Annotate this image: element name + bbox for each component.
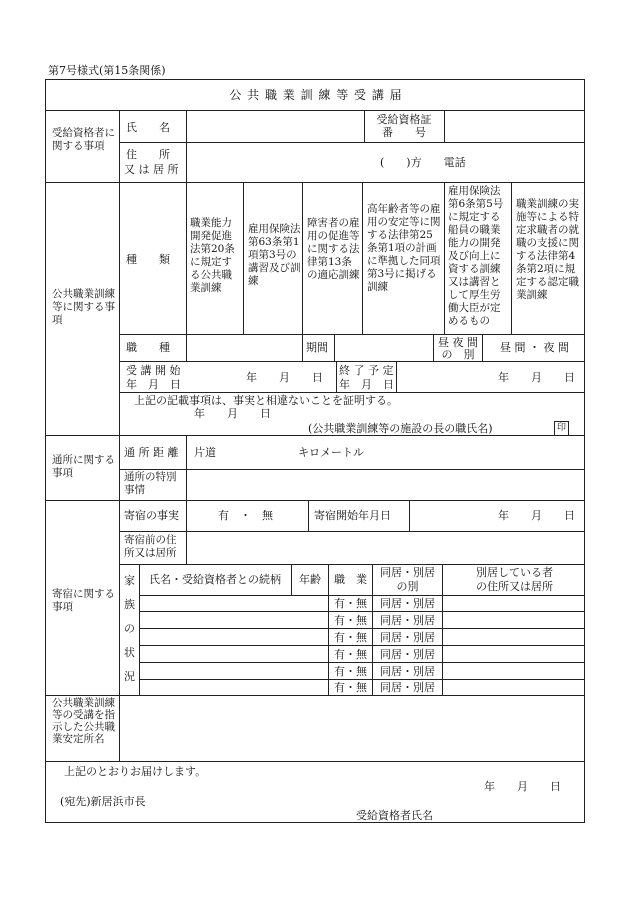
end-date-label-2: 年 月 日 [339,378,394,391]
one-way-label: 片道 [194,446,216,459]
rule [119,564,585,565]
cohabit-options[interactable]: 同居・別居 [380,665,435,678]
form-title: 公 共 職 業 訓 練 等 受 講 届 [229,88,403,102]
dorm-start-date[interactable]: 年 月 日 [498,509,575,522]
period-label: 期間 [306,341,328,354]
end-date-value[interactable]: 年 月 日 [498,371,575,384]
commute-special-label: 通所の特別事情 [124,471,177,496]
rule [119,392,585,393]
col-cohabit-1: 同居・別居 [380,566,435,579]
rule [409,500,410,531]
rule [119,334,585,335]
submission-date[interactable]: 年 月 日 [484,780,561,793]
family-label-5: 況 [124,670,135,683]
end-date-label-1: 終 了 予 定 [339,364,394,377]
address-field[interactable] [187,143,373,181]
occupation-options[interactable]: 有・無 [334,665,367,678]
facility-head-label: (公共職業訓練等の施設の長の職氏名) [308,422,493,435]
job-type-label: 職 種 [126,341,170,354]
rule [308,500,309,531]
col-separate-address-2: の住所又は居所 [476,580,553,593]
rule [444,182,445,334]
training-type-2: 雇用保険法第63条第1項第3号の講習及び訓練 [248,223,301,287]
cert-number-field[interactable] [445,111,585,141]
rule [46,435,585,436]
submission-notice: 上記のとおりお届けします。 [64,765,207,778]
start-date-label-2: 年 月 日 [126,378,181,391]
rule [511,182,512,334]
occupation-options[interactable]: 有・無 [334,597,367,610]
rule [396,361,397,392]
section-label-commute: 通所に関する事項 [52,454,115,479]
dorm-start-label: 寄宿開始年月日 [314,509,391,522]
rule [186,182,187,361]
family-label-2: 族 [124,598,135,611]
rule [119,361,585,362]
training-type-4: 高年齢者等の雇用の安定等に関する法律第25条第1項の計画に準拠した同項第3号に掲げる訓練 [367,203,441,293]
occupation-options[interactable]: 有・無 [334,614,367,627]
name-field[interactable] [187,111,363,141]
commute-special-field[interactable] [187,470,585,499]
rule [119,110,120,761]
rule [362,182,363,334]
rule [46,500,585,501]
cert-number-label-1: 受給資格証 [376,113,432,126]
family-label-3: の [124,622,135,635]
day-night-options[interactable]: 昼 間 ・ 夜 間 [500,341,569,354]
cohabit-options[interactable]: 同居・別居 [380,648,435,661]
section-label-dormitory: 寄宿に関する事項 [52,588,115,613]
training-type-5: 雇用保険法第6条第5号に規定する船員の職業能力の開発及び向上に資する訓練又は講習として厚生労働大臣が定めるもの [448,185,504,327]
km-label: キロメートル [298,446,364,459]
employment-office-field[interactable] [120,696,585,760]
seal-mark: 印 [554,421,569,436]
rule [139,645,585,646]
cohabit-options[interactable]: 同居・別居 [380,614,435,627]
rule [334,334,335,361]
day-night-label-2: の 別 [441,348,475,361]
col-cohabit-2: の別 [396,580,419,593]
section-label-training: 公共職業訓練等に関する事項 [52,288,115,326]
rule [46,182,585,183]
dorm-fact-label: 寄宿の事実 [124,509,179,522]
col-separate-address-1: 別居している者 [476,566,553,579]
rule [139,662,585,663]
occupation-options[interactable]: 有・無 [334,631,367,644]
start-date-value[interactable]: 年 月 日 [246,371,323,384]
rule [243,182,244,334]
rule [139,611,585,612]
col-name-relation: 氏名・受給資格者との続柄 [149,573,281,586]
cohabit-options[interactable]: 同居・別居 [380,681,435,694]
start-date-label-1: 受 講 開 始 [126,364,181,377]
training-type-6: 職業訓練の実施等による特定求職者の就職の支援に関する法律第4条第2項に規定する認定職業訓練 [516,198,579,301]
family-label-4: 状 [124,646,135,659]
prev-address-label: 寄宿前の住所又は居所 [124,534,177,559]
section-label-applicant: 受給資格者に関する事項 [52,127,115,152]
rule [336,361,337,392]
certification-date[interactable]: 年 月 日 [194,407,271,420]
family-label-1: 家 [124,574,135,587]
address-label-2: 又 は 居 所 [124,163,179,176]
rule [139,595,585,596]
day-night-label-1: 昼 夜 間 [438,336,478,349]
applicant-name-label: 受給資格者氏名 [356,809,433,822]
training-type-1: 職業能力開発促進法第20条に規定する公共職業訓練 [190,217,235,294]
occupation-options[interactable]: 有・無 [334,681,367,694]
prev-address-field[interactable] [187,532,585,563]
rule [302,182,303,361]
rule [364,110,365,142]
form-frame [45,79,585,823]
certification-text: 上記の記載事項は、事実と相違ないことを証明する。 [134,394,398,407]
address-label-1: 住 所 [126,148,170,161]
occupation-options[interactable]: 有・無 [334,648,367,661]
dorm-fact-options[interactable]: 有 ・ 無 [218,509,273,522]
form-number: 第7号様式(第15条関係) [48,64,166,77]
addressee: (宛先)新居浜市長 [60,795,146,808]
cohabit-options[interactable]: 同居・別居 [380,597,435,610]
commute-distance-label: 通 所 距 離 [124,446,179,459]
rule [139,679,585,680]
type-label: 種 類 [126,253,170,266]
training-type-3: 障害者の雇用の促進等に関する法律第13条の適応訓練 [307,217,360,281]
cohabit-options[interactable]: 同居・別居 [380,631,435,644]
phone-label: ( )方 電話 [380,156,466,169]
section-label-employment-office: 公共職業訓練等の受講を指示した公共職業安定所名 [52,697,115,745]
col-age: 年齢 [299,573,321,586]
rule [139,628,585,629]
rule [46,761,585,762]
col-occupation: 職 業 [334,573,367,586]
name-label: 氏 名 [126,121,170,134]
cert-number-label-2: 番 号 [382,126,426,139]
